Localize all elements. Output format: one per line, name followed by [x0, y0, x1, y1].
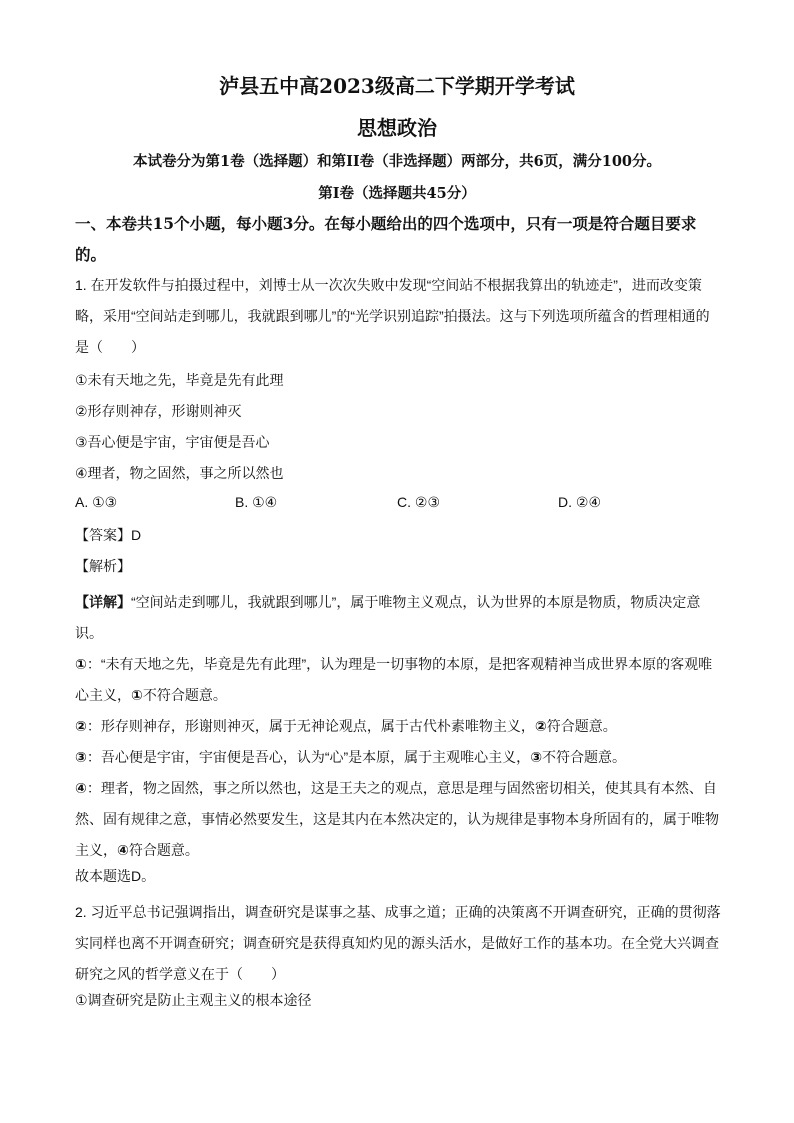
answer-label: 【答案】: [75, 527, 131, 543]
q1-explanation-2: [75, 711, 723, 742]
q1-option-a: A. ①③: [75, 494, 118, 510]
explanation-text: ：形存则神存，形谢则神灭，属于无神论观点，属于古代朴素唯物主义，: [86, 718, 535, 734]
q1-item-2: ②形存则神存，形谢则神灭: [75, 403, 242, 419]
q1-explanation-4: [75, 773, 723, 866]
q1-option-d: D. ②④: [558, 494, 601, 510]
explanation-mark: ①: [75, 656, 87, 672]
q1-explanation-3: [75, 742, 723, 773]
explanation-text: ：吾心便是宇宙，宇宙便是吾心，认为“心”是本原，属于主观唯心主义，: [86, 749, 531, 765]
volume-heading: 第Ⅰ卷（选择题共45分）: [318, 185, 476, 202]
q1-detail: [75, 587, 723, 649]
explanation-mark: ③: [75, 749, 87, 765]
question-1-stem: 1. 在开发软件与拍摄过程中，刘博士从一次次失败中发现“空间站不根据我算出的轨迹走”，进而改变策略，采用“空间站走到哪儿，我就跟到哪儿”的“光学识别追踪”拍摄法。这与下列选项所蕴含的哲理相通的是（ ）: [75, 277, 710, 355]
q1-item-3: ③吾心便是宇宙，宇宙便是吾心: [75, 434, 270, 450]
explanation-tail: 符合题意。: [128, 842, 199, 858]
explanation-tail: 不符合题意。: [142, 687, 227, 703]
explanation-mark: ④: [75, 780, 87, 796]
exam-subject: 思想政治: [357, 116, 437, 140]
exam-notice: 本试卷分为第1卷（选择题）和第II卷（非选择题）两部分，共6页，满分100分。: [132, 153, 661, 170]
answer-value: D: [131, 527, 142, 543]
explanation-mark-inline: ②: [534, 718, 547, 734]
explanation-tail: 不符合题意。: [542, 749, 627, 765]
explanation-text: ：理者，物之固然，事之所以然也，这是王夫之的观点，意思是理与固然密切相关，使其具有本然、自然、固有规律之意，事情必然要发生，这是其内在本然决定的，认为规律是事物本身所固有的，属于唯物主义，: [75, 780, 719, 858]
explanation-mark-inline: ④: [117, 842, 129, 858]
explanation-tail: 符合题意。: [546, 718, 617, 734]
detail-label: 【详解】: [75, 594, 131, 610]
q2-item-1: ①调查研究是防止主观主义的根本途径: [75, 992, 312, 1008]
q1-option-c: C. ②③: [397, 494, 440, 510]
q1-analysis-label: 【解析】: [75, 558, 131, 574]
q1-answer: [75, 525, 141, 545]
explanation-text: ：“未有天地之先，毕竟是先有此理”，认为理是一切事物的本原，是把客观精神当成世界本原的客观唯心主义，: [75, 656, 713, 703]
explanation-mark: ②: [75, 718, 87, 734]
q1-item-1: ①未有天地之先，毕竟是先有此理: [75, 372, 284, 388]
q1-option-b: B. ①④: [235, 494, 278, 510]
q1-item-4: ④理者，物之固然，事之所以然也: [75, 465, 284, 481]
exam-title: 泸县五中高2023级高二下学期开学考试: [219, 74, 575, 98]
q1-conclusion: 故本题选D。: [75, 868, 156, 884]
section-heading: 一、本卷共15个小题，每小题3分。在每小题给出的四个选项中，只有一项是符合题目要求的。: [75, 214, 697, 264]
q1-explanation-1: [75, 649, 723, 711]
explanation-mark-inline: ③: [530, 749, 543, 765]
question-2-stem: 2. 习近平总书记强调指出，调查研究是谋事之基、成事之道；正确的决策离不开调查研究，正确的贯彻落实同样也离不开调查研究；调查研究是获得真知灼见的源头活水，是做好工作的基本功。在全党大兴调查研究之风的哲学意义在于（ ）: [75, 904, 721, 982]
explanation-mark-inline: ①: [131, 687, 143, 703]
detail-intro: “空间站走到哪儿，我就跟到哪儿”，属于唯物主义观点，认为世界的本原是物质，物质决定意识。: [75, 594, 701, 641]
